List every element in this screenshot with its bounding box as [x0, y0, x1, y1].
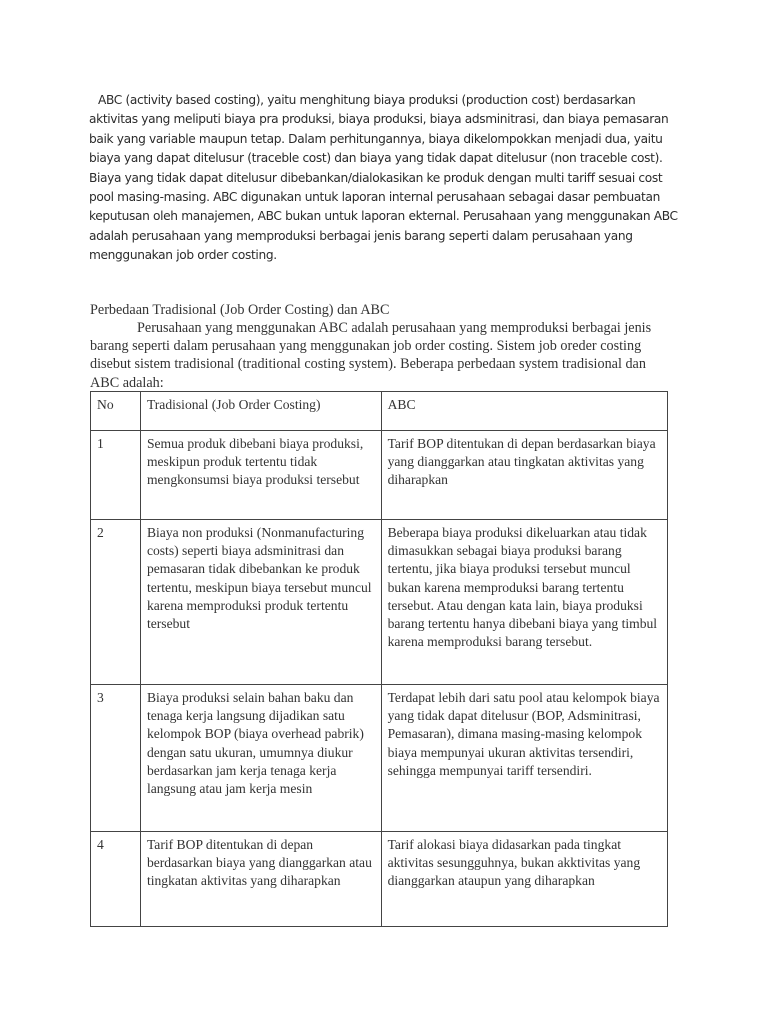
row-abc: Terdapat lebih dari satu pool atau kelompok biaya yang tidak dapat ditelusur (BOP, Adsminitrasi, Pemasaran), dimana masing-masing kelompok biaya mempunyai ukuran aktivitas tersendiri, sehingga mempunyai tariff tersendiri. [381, 685, 667, 832]
intro-text: ABC (activity based costing), yaitu menghitung biaya produksi (production cost) berdasarkan aktivitas yang meliputi biaya pra produksi, biaya produksi, biaya adsminitrasi, dan biaya pemasaran baik yang variable maupun tetap. Dalam perhitungannya, biaya dikelompokkan menjadi dua, yaitu biaya yang dapat ditelusur (traceble cost) dan biaya yang tidak dapat ditelusur (non traceble cost). Biaya yang tidak dapat ditelusur dibebankan/dialokasikan ke produk dengan multi tariff sesuai cost pool masing-masing. ABC digunakan untuk laporan internal perusahaan sebagai dasar pembuatan keputusan oleh manajemen, ABC bukan untuk laporan ekternal. Perusahaan yang menggunakan ABC adalah perusahaan yang memproduksi berbagai jenis barang seperti dalam perusahaan yang menggunakan job order costing. [89, 93, 678, 263]
row-number: 1 [91, 431, 141, 520]
row-number: 4 [91, 832, 141, 927]
row-abc: Beberapa biaya produksi dikeluarkan atau tidak dimasukkan sebagai biaya produksi barang tertentu, jika biaya produksi tersebut muncul bukan karena memproduksi barang tertentu tersebut. Atau dengan kata lain, biaya produksi barang tertentu hanya dibebani biaya yang timbul karena memproduksi barang tersebut. [381, 520, 667, 685]
row-tradisional: Semua produk dibebani biaya produksi, meskipun produk tertentu tidak mengkonsumsi biaya produksi tersebut [140, 431, 381, 520]
comparison-table [90, 391, 668, 927]
intro-paragraph [89, 91, 679, 266]
row-abc: Tarif alokasi biaya didasarkan pada tingkat aktivitas sesungguhnya, bukan akktivitas yang dianggarkan ataupun yang diharapkan [381, 832, 667, 927]
table-row [91, 832, 668, 927]
header-abc: ABC [381, 392, 667, 431]
header-no: No [91, 392, 141, 431]
row-tradisional: Biaya produksi selain bahan baku dan tenaga kerja langsung dijadikan satu kelompok BOP (biaya overhead pabrik) dengan satu ukuran, umumnya diukur berdasarkan jam kerja tenaga kerja langsung atau jam kerja mesin [140, 685, 381, 832]
section-heading: Perbedaan Tradisional (Job Order Costing) dan ABC [90, 302, 390, 318]
row-number: 2 [91, 520, 141, 685]
section-paragraph: Perusahaan yang menggunakan ABC adalah perusahaan yang memproduksi berbagai jenis barang seperti dalam perusahaan yang menggunakan job order costing. Sistem job oreder costing disebut sistem tradisional (traditional costing system). Beberapa perbedaan system tradisional dan ABC adalah: [90, 320, 652, 391]
row-abc: Tarif BOP ditentukan di depan berdasarkan biaya yang dianggarkan atau tingkatan aktivitas yang diharapkan [381, 431, 667, 520]
table-row [91, 685, 668, 832]
row-tradisional: Biaya non produksi (Nonmanufacturing costs) seperti biaya adsminitrasi dan pemasaran tidak dibebankan ke produk tertentu, meskipun biaya tersebut muncul karena memproduksi produk tertentu tersebut [140, 520, 381, 685]
table-row [91, 520, 668, 685]
header-tradisional: Tradisional (Job Order Costing) [140, 392, 381, 431]
table-header-row [91, 392, 668, 431]
table-row [91, 431, 668, 520]
row-tradisional: Tarif BOP ditentukan di depan berdasarkan biaya yang dianggarkan atau tingkatan aktivitas yang diharapkan [140, 832, 381, 927]
row-number: 3 [91, 685, 141, 832]
